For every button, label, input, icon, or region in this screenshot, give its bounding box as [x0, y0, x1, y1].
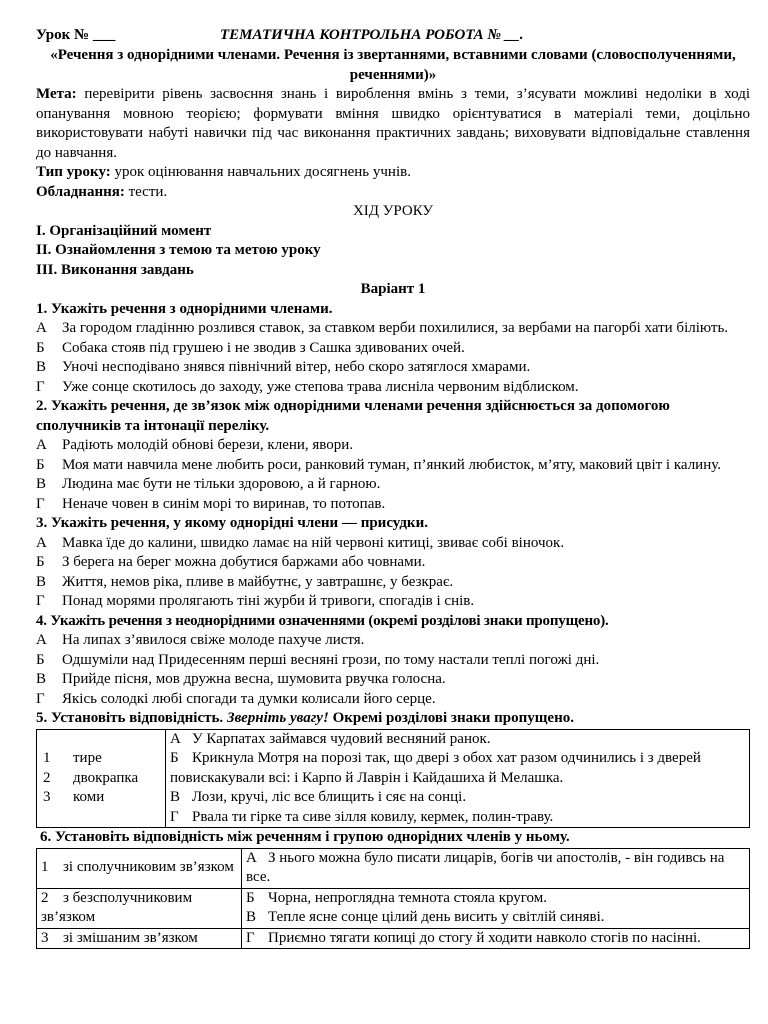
match-left-item: 1 зі сполучниковим зв’язком — [37, 848, 242, 888]
answer-option: А Радіють молодій обнові берези, клени, явори. — [36, 437, 354, 453]
match-right-item: А У Карпатах займався чудовий весняний ранок. — [170, 730, 491, 747]
lesson-type — [36, 163, 750, 183]
topic-title: «Речення з однорідними членами. Речення із звертаннями, вставними словами (словосполученнями, реченнями)» — [50, 47, 736, 83]
match-right-item: Г Рвала ти гірке та сиве зілля ковилу, кермек, полин-траву. — [170, 808, 554, 825]
question-6: 6. Установіть відповідність між реченням і групою однорідних членів у ньому. — [40, 829, 570, 845]
answer-option: А На липах з’явилося свіже молоде пахуче листя. — [36, 632, 365, 648]
answer-option: Г Понад морями пролягають тіні журби й тривоги, спогадів і снів. — [36, 593, 475, 609]
match-left-item: 2 двокрапка — [43, 769, 139, 786]
matching-table-5 — [36, 729, 750, 829]
match-right-column — [166, 729, 750, 828]
question-3: 3. Укажіть речення, у якому однорідні члени — присудки. — [36, 515, 428, 531]
answer-option: Г Неначе човен в синім морі то виринав, то потопав. — [36, 495, 386, 512]
answer-option: А Мавка їде до калини, швидко ламає на ній червоні китиці, звиває собі віночок. — [36, 534, 565, 551]
work-title: ТЕМАТИЧНА КОНТРОЛЬНА РОБОТА № __. — [220, 27, 524, 43]
goal-paragraph — [36, 85, 750, 163]
answer-option: Г Якісь солодкі любі спогади та думки колисали його серце. — [36, 690, 436, 707]
match-left-item: 3 зі змішаним зв’язком — [37, 928, 242, 949]
match-right-item: Б Чорна, непроглядна темнота стояла кругом. В Тепле ясне сонце цілий день висить у світлій синяві. — [242, 888, 750, 928]
match-left-column — [37, 729, 166, 828]
answer-option: Б Одшуміли над Придесенням перші весняні грози, по тому настали теплі погожі дні. — [36, 651, 600, 668]
answer-option: В Людина має бути не тільки здоровою, а й гарною. — [36, 476, 381, 492]
answer-option: Г Уже сонце скотилось до заходу, уже степова трава лисніла червоним відблиском. — [36, 378, 579, 395]
question-1: 1. Укажіть речення з однорідними членами. — [36, 300, 333, 317]
type-text: урок оцінювання навчальних досягнень учнів. — [110, 164, 411, 180]
attention-note: Зверніть увагу! — [226, 710, 329, 726]
answer-option: Б Моя мати навчила мене любить роси, ранковий туман, п’янкий любисток, м’яту, маковий цвіт і калину. — [36, 456, 721, 473]
course-step: II. Ознайомлення з темою та метою уроку — [36, 242, 321, 258]
equip-label: Обладнання: — [36, 183, 125, 200]
answer-option: Б З берега на берег можна добутися баржами або човнами. — [36, 554, 426, 570]
course-step: I. Організаційний момент — [36, 222, 212, 239]
question-2: 2. Укажіть речення, де зв’язок між однорідними членами речення здійснюється за допомогою сполучників та інтонації переліку. — [36, 398, 670, 434]
question-4: 4. Укажіть речення з неоднорідними означеннями (окремі розділові знаки пропущено). — [36, 612, 609, 629]
question-5: 5. Установіть відповідність. Зверніть увагу! Окремі розділові знаки пропущено. — [36, 710, 574, 726]
answer-option: В Уночі несподівано знявся північний вітер, небо скоро затяглося хмарами. — [36, 359, 531, 375]
variant-title: Варіант 1 — [360, 281, 426, 297]
answer-option: В Прийде пісня, мов дружна весна, шумовита рвучка голосна. — [36, 671, 446, 687]
equip-text: тести. — [124, 183, 168, 200]
match-left-item: 3 коми — [43, 789, 105, 805]
match-right-item: А З нього можна було писати лицарів, богів чи апостолів, - він годивсь на все. — [242, 848, 750, 888]
course-step: III. Виконання завдань — [36, 261, 194, 278]
answer-option: Б Собака стояв під грушею і не зводив з Сашка здивованих очей. — [36, 339, 465, 356]
match-right-item: В Лози, кручі, ліс все блищить і сяє на сонці. — [170, 789, 467, 805]
equipment — [36, 183, 750, 203]
goal-label: Мета: — [36, 86, 77, 102]
goal-text: перевірити рівень засвоєння знань і вироблення вмінь з теми, з’ясувати можливі недоліки в ході опанування мовною теорією; формувати вміння швидко орієнтуватися в матеріалі теми, доцільно використовувати набуті навички під час виконання практичних завдань; виховувати відповідальне ставлення до навчання. — [36, 86, 750, 161]
answer-option: А За городом гладінню розлився ставок, за ставком верби похилилися, за вербами на пагорбі хати біліють. — [36, 320, 729, 336]
match-left-item: 1 тире — [43, 750, 102, 766]
answer-option: В Життя, немов ріка, пливе в майбутнє, у завтрашнє, у безкрає. — [36, 573, 454, 590]
type-label: Тип уроку: — [36, 164, 111, 180]
match-right-item: Г Приємно тягати копиці до стогу й ходити навколо стогів по насінні. — [242, 928, 750, 949]
match-right-item: Б Крикнула Мотря на порозі так, що двері з обох хат разом одчинились і з дверей повискакували всі: і Карпо й Лаврін і Кайдашиха й Мелашка. — [170, 750, 701, 786]
match-left-item: 2 з безсполучниковим зв’язком — [37, 888, 242, 928]
matching-table-6 — [36, 848, 750, 950]
header-line — [36, 26, 750, 46]
lesson-number: Урок № ___ — [36, 27, 116, 43]
course-title: ХІД УРОКУ — [352, 203, 434, 219]
